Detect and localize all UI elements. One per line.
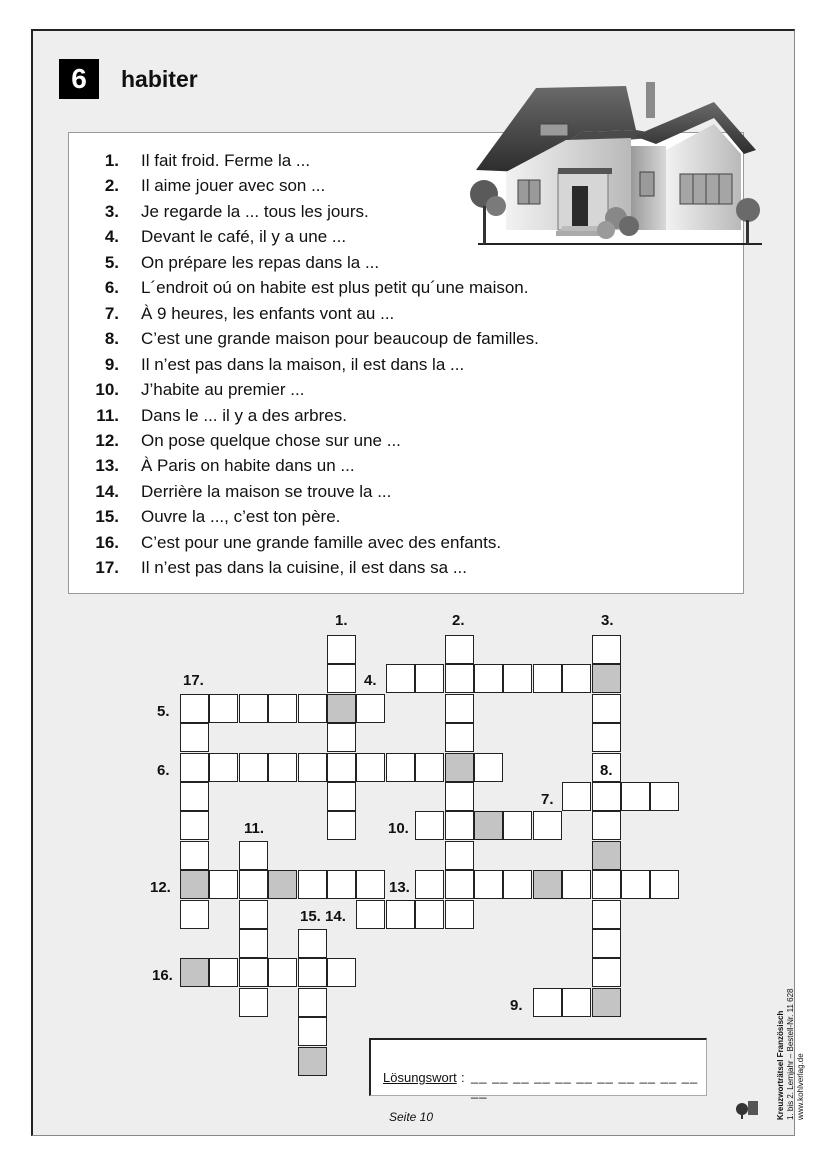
grid-cell[interactable] xyxy=(415,870,444,899)
clue-text: Derrière la maison se trouve la ... xyxy=(141,481,392,501)
grid-cell[interactable] xyxy=(445,694,474,723)
grid-cell[interactable] xyxy=(180,841,209,870)
grid-cell[interactable] xyxy=(239,841,268,870)
grid-cell[interactable] xyxy=(562,664,591,693)
grid-cell[interactable] xyxy=(415,900,444,929)
publisher-line-2: 1. bis 2. Lernjahr – Bestell-Nr. 11 628 xyxy=(786,988,795,1120)
clue-text: Je regarde la ... tous les jours. xyxy=(141,201,369,221)
grid-cell[interactable] xyxy=(327,664,356,693)
clue-text: J’habite au premier ... xyxy=(141,380,305,400)
clue-number: 1. xyxy=(104,151,119,170)
grid-cell[interactable] xyxy=(592,635,621,664)
grid-cell[interactable] xyxy=(239,929,268,958)
grid-cell[interactable] xyxy=(356,900,385,929)
grid-cell[interactable] xyxy=(474,870,503,899)
clue-text: Devant le café, il y a une ... xyxy=(141,227,347,247)
grid-cell[interactable] xyxy=(180,900,209,929)
clue-number: 10. xyxy=(95,380,119,400)
grid-cell[interactable] xyxy=(268,958,297,987)
grid-cell[interactable] xyxy=(209,870,238,899)
grid-cell[interactable] xyxy=(503,811,532,840)
clue-text: Dans le ... il y a des arbres. xyxy=(141,405,347,425)
grid-cell[interactable] xyxy=(298,1017,327,1046)
grid-cell[interactable] xyxy=(180,782,209,811)
grid-cell[interactable] xyxy=(386,664,415,693)
grid-cell[interactable] xyxy=(592,811,621,840)
grid-number-label: 1. xyxy=(335,612,348,629)
publisher-line-1: Kreuzworträtsel Französisch xyxy=(776,1010,785,1120)
grid-number-label: 15. 14. xyxy=(300,908,346,925)
grid-cell[interactable] xyxy=(592,870,621,899)
grid-cell[interactable] xyxy=(445,900,474,929)
solution-cell[interactable] xyxy=(445,753,474,782)
grid-cell[interactable] xyxy=(180,753,209,782)
grid-cell[interactable] xyxy=(592,958,621,987)
clue-number: 12. xyxy=(95,430,119,450)
grid-number-label: 11. xyxy=(244,820,265,837)
grid-cell[interactable] xyxy=(327,723,356,752)
clue-text: Il n’est pas dans la cuisine, il est dans sa ... xyxy=(141,558,468,578)
grid-cell[interactable] xyxy=(356,753,385,782)
grid-cell[interactable] xyxy=(415,753,444,782)
solution-cell[interactable] xyxy=(592,841,621,870)
grid-number-label: 8. xyxy=(600,762,613,779)
clue-text: On pose quelque chose sur une ... xyxy=(141,430,401,450)
grid-cell[interactable] xyxy=(239,694,268,723)
page-number: Seite 10 xyxy=(389,1110,434,1124)
solution-cell[interactable] xyxy=(327,694,356,723)
grid-cell[interactable] xyxy=(562,988,591,1017)
grid-cell[interactable] xyxy=(327,811,356,840)
grid-cell[interactable] xyxy=(445,723,474,752)
clue-number: 11. xyxy=(96,405,119,425)
grid-cell[interactable] xyxy=(445,841,474,870)
grid-cell[interactable] xyxy=(592,900,621,929)
clue-number: 5. xyxy=(104,252,119,272)
solution-cell[interactable] xyxy=(180,958,209,987)
solution-cell[interactable] xyxy=(268,870,297,899)
grid-cell[interactable] xyxy=(239,958,268,987)
clue-text: Il n’est pas dans la maison, il est dans la ... xyxy=(141,354,465,374)
grid-cell[interactable] xyxy=(445,870,474,899)
publisher-info xyxy=(776,989,806,1120)
grid-number-label: 3. xyxy=(601,612,614,629)
solution-cell[interactable] xyxy=(298,1047,327,1076)
grid-number-label: 17. xyxy=(183,672,204,689)
grid-number-label: 13. xyxy=(389,879,410,896)
grid-cell[interactable] xyxy=(298,988,327,1017)
grid-number-label: 7. xyxy=(541,791,554,808)
grid-cell[interactable] xyxy=(239,870,268,899)
grid-cell[interactable] xyxy=(533,664,562,693)
clue-number: 2. xyxy=(104,176,119,196)
grid-cell[interactable] xyxy=(327,958,356,987)
grid-cell[interactable] xyxy=(327,753,356,782)
solution-cell[interactable] xyxy=(592,988,621,1017)
grid-cell[interactable] xyxy=(474,753,503,782)
grid-cell[interactable] xyxy=(621,870,650,899)
clue-number: 13. xyxy=(95,456,119,476)
clue-number: 7. xyxy=(104,303,119,323)
clue-text: C’est pour une grande famille avec des enfants. xyxy=(141,532,502,552)
grid-number-label: 10. xyxy=(388,820,409,837)
solution-word-blanks[interactable]: __ __ __ __ __ __ __ __ __ __ __ __ xyxy=(471,1069,699,1099)
clue-text: On prépare les repas dans la ... xyxy=(141,252,380,272)
grid-cell[interactable] xyxy=(209,958,238,987)
grid-cell[interactable] xyxy=(180,811,209,840)
grid-cell[interactable] xyxy=(327,870,356,899)
grid-cell[interactable] xyxy=(298,753,327,782)
grid-cell[interactable] xyxy=(474,664,503,693)
clue-text: À Paris on habite dans un ... xyxy=(141,456,355,476)
grid-cell[interactable] xyxy=(445,635,474,664)
grid-cell[interactable] xyxy=(445,664,474,693)
solution-cell[interactable] xyxy=(180,870,209,899)
grid-cell[interactable] xyxy=(650,782,679,811)
grid-number-label: 6. xyxy=(157,762,170,779)
solution-word-box xyxy=(369,1038,707,1099)
grid-cell[interactable] xyxy=(298,870,327,899)
grid-cell[interactable] xyxy=(592,723,621,752)
grid-cell[interactable] xyxy=(268,753,297,782)
grid-number-label: 12. xyxy=(150,879,171,896)
grid-cell[interactable] xyxy=(533,811,562,840)
grid-cell[interactable] xyxy=(180,723,209,752)
solution-cell[interactable] xyxy=(474,811,503,840)
grid-cell[interactable] xyxy=(562,782,591,811)
solution-cell[interactable] xyxy=(533,870,562,899)
grid-cell[interactable] xyxy=(533,988,562,1017)
grid-cell[interactable] xyxy=(180,694,209,723)
grid-cell[interactable] xyxy=(209,694,238,723)
grid-cell[interactable] xyxy=(415,811,444,840)
solution-word-colon: : xyxy=(461,1070,465,1085)
grid-cell[interactable] xyxy=(621,782,650,811)
grid-cell[interactable] xyxy=(650,870,679,899)
grid-cell[interactable] xyxy=(298,929,327,958)
grid-cell[interactable] xyxy=(445,811,474,840)
grid-cell[interactable] xyxy=(503,664,532,693)
clue-text: À 9 heures, les enfants vont au ... xyxy=(141,303,395,323)
grid-cell[interactable] xyxy=(356,694,385,723)
clue-text: C’est une grande maison pour beaucoup de familles. xyxy=(141,329,539,349)
clue-text: Ouvre la ..., c’est ton père. xyxy=(141,507,341,527)
grid-number-label: 9. xyxy=(510,997,523,1014)
grid-cell[interactable] xyxy=(298,958,327,987)
solution-cell[interactable] xyxy=(592,664,621,693)
exercise-number-badge: 6 xyxy=(59,59,99,99)
page-title: habiter xyxy=(121,66,198,92)
grid-cell[interactable] xyxy=(327,635,356,664)
clue-text: Il fait froid. Ferme la ... xyxy=(141,151,311,170)
publisher-line-3: www.kohlverlag.de xyxy=(796,1053,805,1120)
grid-cell[interactable] xyxy=(592,694,621,723)
clue-number: 16. xyxy=(95,532,119,552)
clue-number: 8. xyxy=(104,329,119,349)
grid-cell[interactable] xyxy=(386,753,415,782)
grid-cell[interactable] xyxy=(268,694,297,723)
clue-text: L´endroit oú on habite est plus petit qu´une maison. xyxy=(141,278,529,298)
grid-cell[interactable] xyxy=(298,694,327,723)
clue-number: 3. xyxy=(104,201,119,221)
grid-cell[interactable] xyxy=(562,870,591,899)
grid-cell[interactable] xyxy=(445,782,474,811)
clue-number: 17. xyxy=(95,558,119,578)
grid-cell[interactable] xyxy=(592,782,621,811)
clue-number: 4. xyxy=(104,227,119,247)
grid-cell[interactable] xyxy=(209,753,238,782)
publisher-logo-icon xyxy=(734,1097,760,1119)
grid-cell[interactable] xyxy=(239,988,268,1017)
grid-cell[interactable] xyxy=(592,929,621,958)
grid-cell[interactable] xyxy=(239,900,268,929)
grid-cell[interactable] xyxy=(386,900,415,929)
grid-cell[interactable] xyxy=(415,664,444,693)
solution-word-label: Lösungswort xyxy=(383,1070,457,1085)
grid-cell[interactable] xyxy=(356,870,385,899)
grid-number-label: 2. xyxy=(452,612,465,629)
grid-cell[interactable] xyxy=(239,753,268,782)
grid-number-label: 5. xyxy=(157,703,170,720)
clue-number: 15. xyxy=(95,507,119,527)
clue-number: 14. xyxy=(95,481,119,501)
grid-number-label: 16. xyxy=(152,967,173,984)
grid-cell[interactable] xyxy=(503,870,532,899)
grid-number-label: 4. xyxy=(364,672,377,689)
clue-text: Il aime jouer avec son ... xyxy=(141,176,326,196)
clue-number: 9. xyxy=(104,354,119,374)
clue-number: 6. xyxy=(104,278,119,298)
grid-cell[interactable] xyxy=(327,782,356,811)
